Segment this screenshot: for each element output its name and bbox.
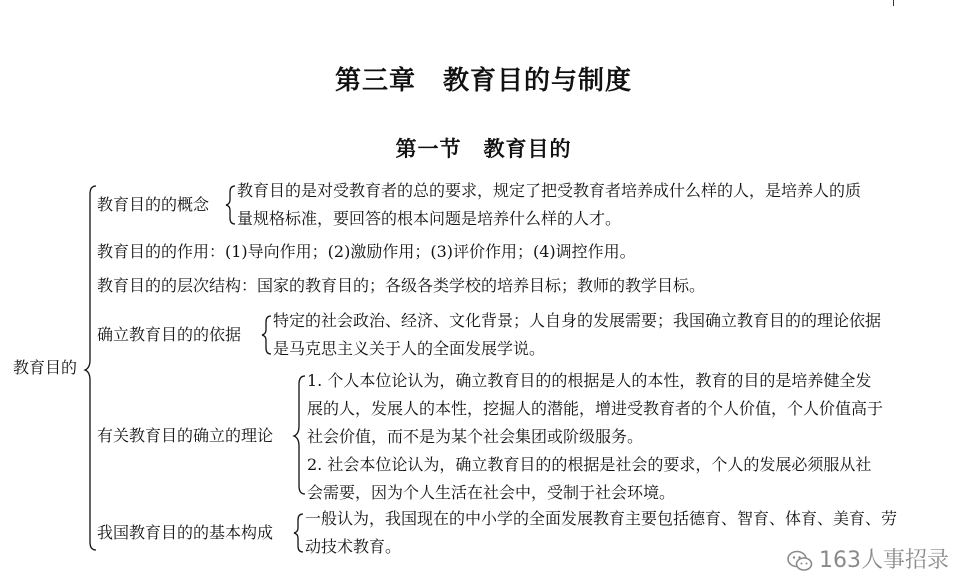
individual-line-3: 社会价值，而不是为某个社会集团或阶级服务。 (307, 427, 644, 446)
composition-line-1: 一般认为，我国现在的中小学的全面发展教育主要包括德育、智育、体育、美育、劳 (305, 509, 898, 528)
social-line-1: 2. 社会本位论认为，确立教育目的的根据是社会的要求，个人的发展必须服从社 (307, 455, 872, 474)
watermark-text: 163人事招录 (819, 548, 949, 573)
basis-line-2: 是马克思主义关于人的全面发展学说。 (273, 339, 546, 358)
composition-brace (294, 514, 303, 552)
theory-label: 有关教育目的确立的理论 (97, 426, 274, 445)
watermark (787, 543, 949, 574)
theory-brace (294, 376, 305, 494)
individual-line-2: 展的人，发展人的本性，挖掘人的潜能，增进受教育者的个人价值，个人价值高于 (307, 399, 884, 418)
concept-brace (226, 186, 235, 224)
composition-line-2: 动技术教育。 (305, 537, 402, 556)
root-label: 教育目的 (13, 358, 78, 377)
concept-label: 教育目的的概念 (97, 195, 210, 214)
individual-line-1: 1. 个人本位论认为，确立教育目的的根据是人的本性，教育的目的是培养健全发 (307, 371, 872, 390)
basis-label: 确立教育目的的依据 (97, 325, 242, 344)
chapter-title: 第三章 教育目的与制度 (334, 66, 632, 96)
basis-line-1: 特定的社会政治、经济、文化背景；人自身的发展需要；我国确立教育目的的理论依据 (273, 311, 882, 330)
root-brace (85, 186, 96, 550)
social-line-2: 会需要，因为个人生活在社会中，受制于社会环境。 (307, 483, 676, 502)
concept-line-1: 教育目的是对受教育者的总的要求，规定了把受教育者培养成什么样的人，是培养人的质 (237, 181, 862, 200)
composition-label: 我国教育目的的基本构成 (97, 523, 274, 542)
basis-brace (262, 316, 271, 354)
concept-line-2: 量规格标准，要回答的根本问题是培养什么样的人才。 (237, 209, 622, 228)
section-title: 第一节 教育目的 (395, 137, 572, 161)
levels-text: 教育目的的层次结构：国家的教育目的；各级各类学校的培养目标；教师的教学目标。 (97, 276, 706, 295)
function-text: 教育目的的作用：(1)导向作用；(2)激励作用；(3)评价作用；(4)调控作用。 (97, 242, 636, 261)
wechat-icon (787, 550, 813, 572)
